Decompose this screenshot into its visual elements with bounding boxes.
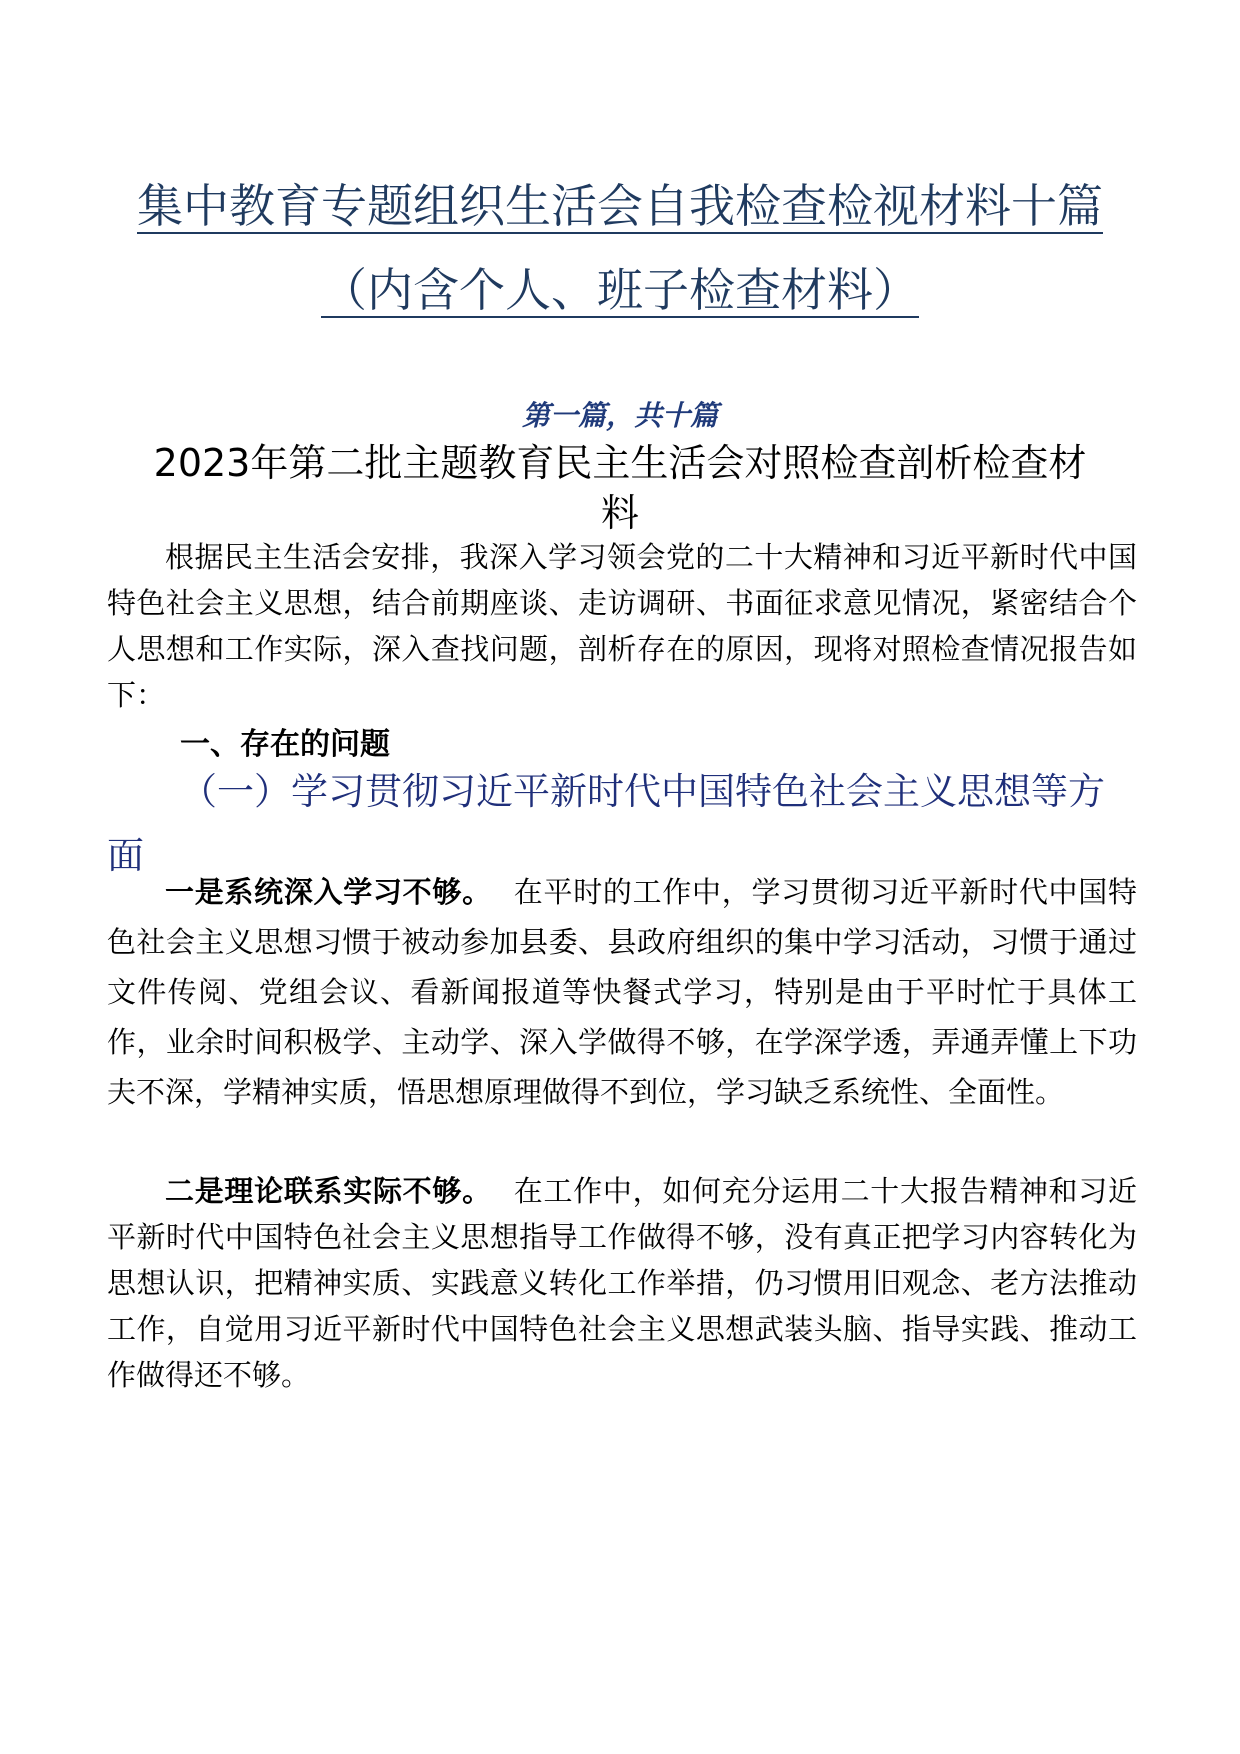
paragraph-lead: 一是系统深入学习不够。 (165, 875, 492, 909)
document-title-line-1 (0, 178, 1240, 234)
part-label: 第一篇，共十篇 (521, 399, 718, 432)
document-title-line-2 (0, 262, 1240, 318)
section-heading: 一、存在的问题 (180, 727, 390, 762)
body-paragraph (107, 867, 1137, 1117)
paragraph-text: 在平时的工作中，学习贯彻习近平新时代中国特色社会主义思想习惯于被动参加县委、县政府组织的集中学习活动，习惯于通过文件传阅、党组会议、看新闻报道等快餐式学习，特别是由于平时忙于具体工作，业余时间积极学、主动学、深入学做得不够，在学深学透，弄通弄懂上下功夫不深，学精神实质，悟思想原理做得不到位，学习缺乏系统性、全面性。 (107, 875, 1137, 1109)
body-paragraph (107, 1168, 1137, 1398)
paragraph-lead: 二是理论联系实际不够。 (165, 1174, 492, 1208)
subsection-heading: （一）学习贯彻习近平新时代中国特色社会主义思想等方面 (107, 770, 1105, 877)
paragraph-text: 在工作中，如何充分运用二十大报告精神和习近平新时代中国特色社会主义思想指导工作做得不够，没有真正把学习内容转化为思想认识，把精神实质、实践意义转化工作举措，仍习惯用旧观念、老方法推动工作，自觉用习近平新时代中国特色社会主义思想武装头脑、指导实践、推动工作做得还不够。 (107, 1174, 1137, 1392)
document-title-line-2-text: （内含个人、班子检查材料） (321, 263, 919, 317)
document-title-line-1-text: 集中教育专题组织生活会自我检查检视材料十篇 (137, 179, 1103, 233)
intro-paragraph: 根据民主生活会安排，我深入学习领会党的二十大精神和习近平新时代中国特色社会主义思想，结合前期座谈、走访调研、书面征求意见情况，紧密结合个人思想和工作实际，深入查找问题，剖析存在的原因，现将对照检查情况报告如下： (107, 540, 1137, 712)
part-title: 2023年第二批主题教育民主生活会对照检查剖析检查材 料 (153, 441, 1087, 535)
